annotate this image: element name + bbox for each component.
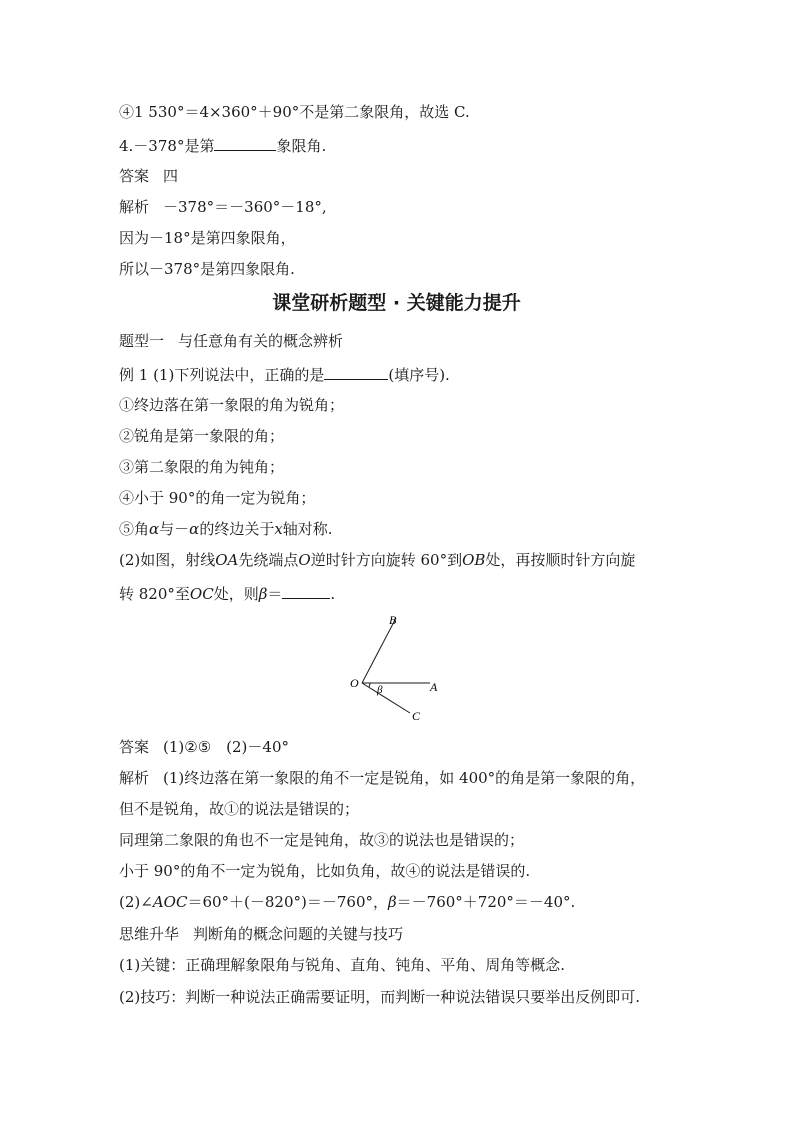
summary-text: (2)技巧：判断一种说法正确需要证明，而判断一种说法错误只要举出反例即可. xyxy=(119,988,641,1006)
question-type-heading xyxy=(119,331,343,351)
text-line: ④1 530°＝4×360°＋90°不是第二象限角，故选 C. xyxy=(119,103,470,121)
question-text: 逆时针方向旋转 60°到 xyxy=(310,551,463,569)
summary-label: 思维升华 xyxy=(119,925,180,943)
answer-label: 答案 xyxy=(119,738,150,756)
analysis-text: 小于 90°的角不一定为锐角，比如负角，故④的说法是错误的. xyxy=(119,862,531,880)
example-question-2-line2 xyxy=(119,582,335,604)
example-question-2-line1 xyxy=(119,550,635,570)
question-4-text-before: 4.－378°是第 xyxy=(119,137,215,155)
item-text: 轴对称. xyxy=(282,520,333,538)
example-question-1 xyxy=(119,363,450,385)
item-text: 与－ xyxy=(159,520,190,538)
question-text: 处，再按顺时针方向旋 xyxy=(485,551,636,569)
question-text: . xyxy=(330,585,336,603)
answer-label: 答案 xyxy=(119,167,150,185)
label-beta: β xyxy=(377,684,383,696)
item-text: ⑤角 xyxy=(119,520,150,538)
analysis-text xyxy=(119,892,575,912)
math-symbol: β xyxy=(388,893,397,911)
analysis-line xyxy=(119,768,645,788)
angle-figure xyxy=(340,608,460,728)
question-4-text-after: 象限角. xyxy=(276,137,327,155)
question-type-label: 题型一 xyxy=(119,332,165,350)
summary-heading xyxy=(119,924,403,944)
math-symbol: x xyxy=(274,520,283,538)
question-text: ＝ xyxy=(267,585,283,603)
answer-blank xyxy=(324,363,388,380)
label-b: B xyxy=(389,613,397,627)
question-text: 处，则 xyxy=(213,585,259,603)
summary-title: 判断角的概念问题的关键与技巧 xyxy=(193,925,404,943)
answer-line xyxy=(119,166,178,186)
question-text: 先绕端点 xyxy=(238,551,299,569)
analysis-text: 同理第二象限的角也不一定是钝角，故③的说法也是错误的； xyxy=(119,831,525,849)
statement-item: ④小于 90°的角一定为锐角； xyxy=(119,489,316,507)
question-4 xyxy=(119,134,326,156)
answer-text: 四 xyxy=(163,167,179,185)
math-symbol: O xyxy=(298,551,311,569)
question-text: (2)如图，射线 xyxy=(119,551,216,569)
summary-text: (1)关键：正确理解象限角与锐角、直角、钝角、平角、周角等概念. xyxy=(119,956,566,974)
answer-blank xyxy=(282,582,330,599)
answer-line xyxy=(119,737,289,757)
question-type-title: 与任意角有关的概念辨析 xyxy=(178,332,344,350)
label-o: O xyxy=(350,676,359,690)
text-line: 因为－18°是第四象限角， xyxy=(119,229,296,247)
math-symbol: OC xyxy=(189,585,214,603)
math-symbol: AOC xyxy=(152,893,188,911)
question-text: 转 820°至 xyxy=(119,585,190,603)
statement-item: ③第二象限的角为钝角； xyxy=(119,458,285,476)
ray-oc xyxy=(362,683,410,713)
statement-item: ①终边落在第一象限的角为锐角； xyxy=(119,396,345,414)
ray-ob xyxy=(362,618,396,683)
statement-item xyxy=(119,519,333,539)
answer-text: (1)②⑤ (2)－40° xyxy=(163,738,289,756)
analysis-text: ＝60°＋(－820°)＝－760°， xyxy=(187,893,388,911)
math-symbol: OA xyxy=(215,551,239,569)
answer-blank xyxy=(214,134,276,151)
math-symbol: α xyxy=(149,520,160,538)
analysis-label: 解析 xyxy=(119,198,150,216)
example-question-suffix: (填序号). xyxy=(388,366,450,384)
analysis-text: (1)终边落在第一象限的角不一定是锐角，如 400°的角是第一象限的角， xyxy=(163,769,646,787)
analysis-text: ＝－760°＋720°＝－40°. xyxy=(396,893,576,911)
item-text: 的终边关于 xyxy=(199,520,275,538)
label-c: C xyxy=(412,709,421,723)
analysis-label: 解析 xyxy=(119,769,150,787)
angle-arc xyxy=(369,683,370,687)
analysis-text: －378°＝－360°－18°, xyxy=(163,198,327,216)
text-line: 所以－378°是第四象限角. xyxy=(119,260,295,278)
math-symbol: α xyxy=(189,520,200,538)
math-symbol: β xyxy=(258,585,268,603)
analysis-line xyxy=(119,197,327,217)
math-symbol: OB xyxy=(462,551,486,569)
example-question-text: 例 1 (1)下列说法中，正确的是 xyxy=(119,366,325,384)
analysis-text: (2)∠ xyxy=(119,893,153,911)
statement-item: ②锐角是第一象限的角； xyxy=(119,427,285,445)
analysis-text: 但不是锐角，故①的说法是错误的； xyxy=(119,800,360,818)
section-heading: 课堂研析题型 · 关键能力提升 xyxy=(272,292,521,314)
label-a: A xyxy=(430,680,438,694)
